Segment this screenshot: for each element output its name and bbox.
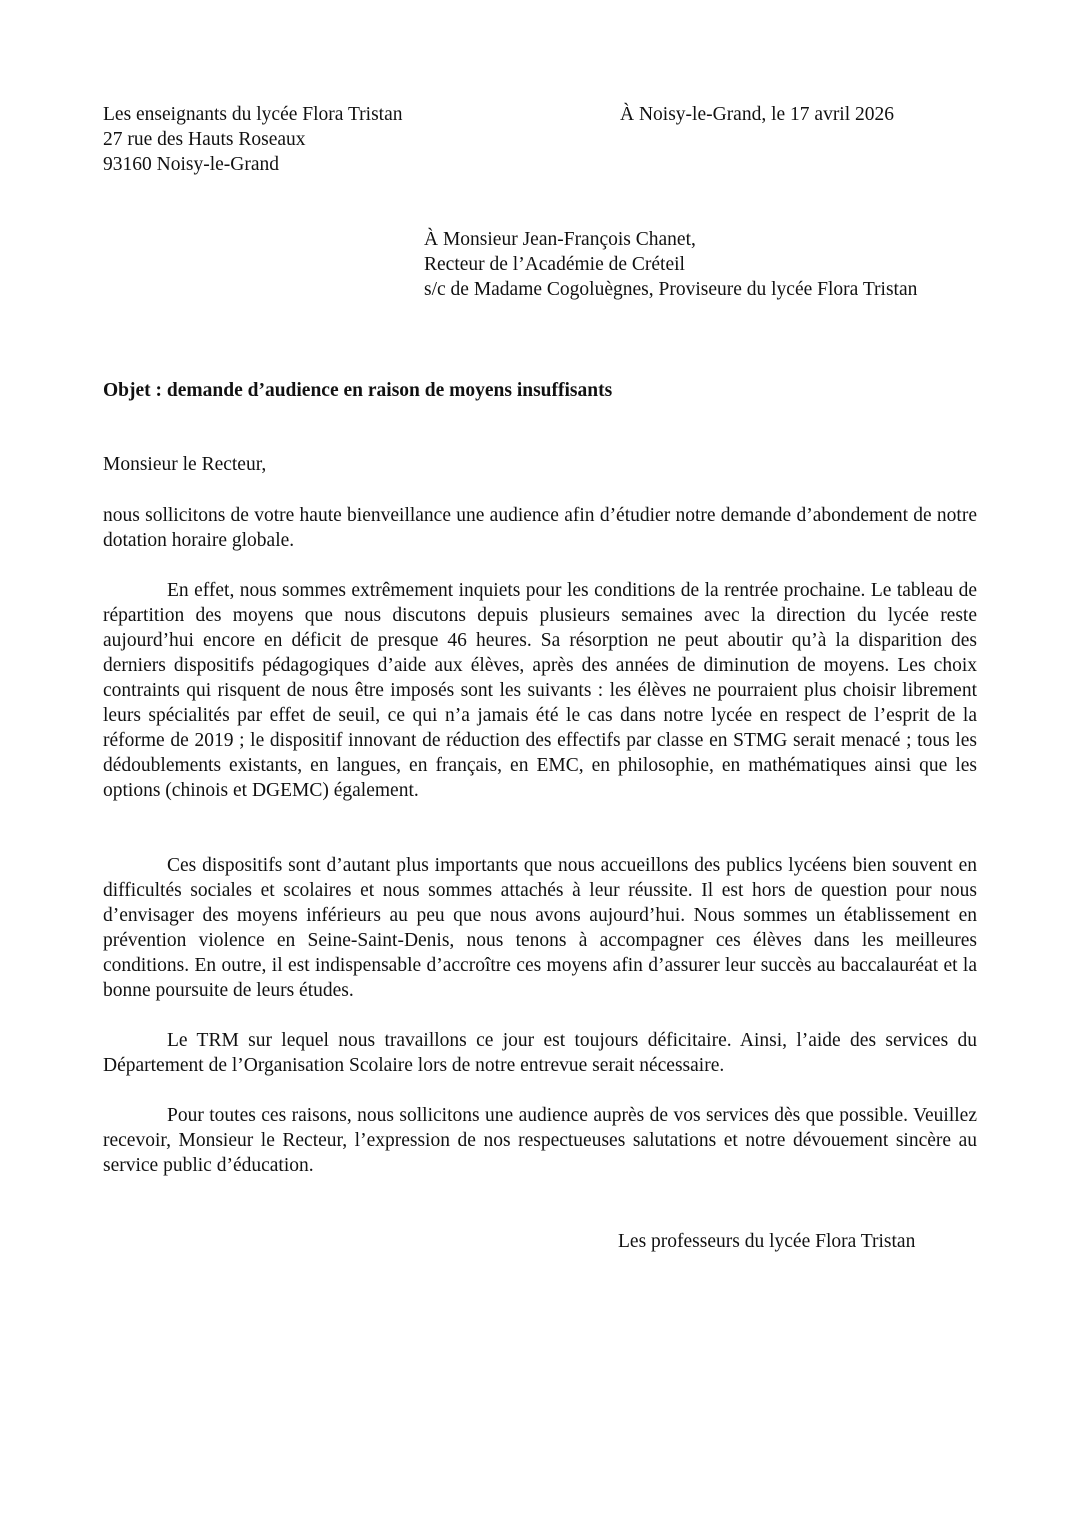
body-paragraph-5: Pour toutes ces raisons, nous sollicitons une audience auprès de vos services dès que possible. Veuillez recevoir, Monsieur le Recteur, l’expression de nos respectueuses salutations et notre dévouement sincère au service public d’éducation. <box>103 1105 977 1176</box>
body-paragraph-4: Le TRM sur lequel nous travaillons ce jour est toujours déficitaire. Ainsi, l’aide des services du Département de l’Organisation Scolaire lors de notre entrevue serait nécessaire. <box>103 1030 977 1076</box>
sender-name: Les enseignants du lycée Flora Tristan <box>103 104 403 125</box>
recipient-line-2: Recteur de l’Académie de Créteil <box>424 254 685 275</box>
body-paragraph-1: nous sollicitons de votre haute bienveillance une audience afin d’étudier notre demande d’abondement de notre dotation horaire globale. <box>103 505 977 551</box>
body-paragraph-2: En effet, nous sommes extrêmement inquiets pour les conditions de la rentrée prochaine. Le tableau de répartition des moyens que nous discutons depuis plusieurs semaines avec la direction du lycée reste aujourd’hui encore en déficit de presque 46 heures. Sa résorption ne peut aboutir qu’à la disparition des derniers dispositifs pédagogiques d’aide aux élèves, après des années de diminution de moyens. Les choix contraints qui risquent de nous être imposés sont les suivants : les élèves ne pourraient plus choisir librement leurs spécialités par effet de seuil, ce qui n’a jamais été le cas dans notre lycée en respect de l’esprit de la réforme de 2019 ; le dispositif innovant de réduction des effectifs par classe en STMG serait menacé ; tous les dédoublements existants, en langues, en français, en EMC, en philosophie, en mathématiques ainsi que les options (chinois et DGEMC) également. <box>103 580 977 801</box>
body-paragraph-3: Ces dispositifs sont d’autant plus importants que nous accueillons des publics lycéens bien souvent en difficultés sociales et scolaires et nous sommes attachés à leur réussite. Il est hors de question pour nous d’envisager des moyens inférieurs au peu que nous avons aujourd’hui. Nous sommes un établissement en prévention violence en Seine-Saint-Denis, nous tenons à accompagner ces élèves dans les meilleures conditions. En outre, il est indispensable d’accroître ces moyens afin d’assurer leur succès au baccalauréat et la bonne poursuite de leurs études. <box>103 855 977 1001</box>
recipient-line-1: À Monsieur Jean-François Chanet, <box>424 229 696 250</box>
place-date-text: À Noisy-le-Grand, le 17 avril 2026 <box>620 104 895 125</box>
recipient-line-3: s/c de Madame Cogoluègnes, Proviseure du lycée Flora Tristan <box>424 279 918 300</box>
sender-address <box>103 102 403 177</box>
salutation: Monsieur le Recteur, <box>103 454 267 475</box>
place-date <box>620 102 894 127</box>
recipient-address <box>424 227 917 302</box>
sender-street: 27 rue des Hauts Roseaux <box>103 129 306 150</box>
subject-line: Objet : demande d’audience en raison de moyens insuffisants <box>103 380 613 401</box>
signature: Les professeurs du lycée Flora Tristan <box>618 1231 916 1252</box>
sender-city: 93160 Noisy-le-Grand <box>103 154 280 175</box>
